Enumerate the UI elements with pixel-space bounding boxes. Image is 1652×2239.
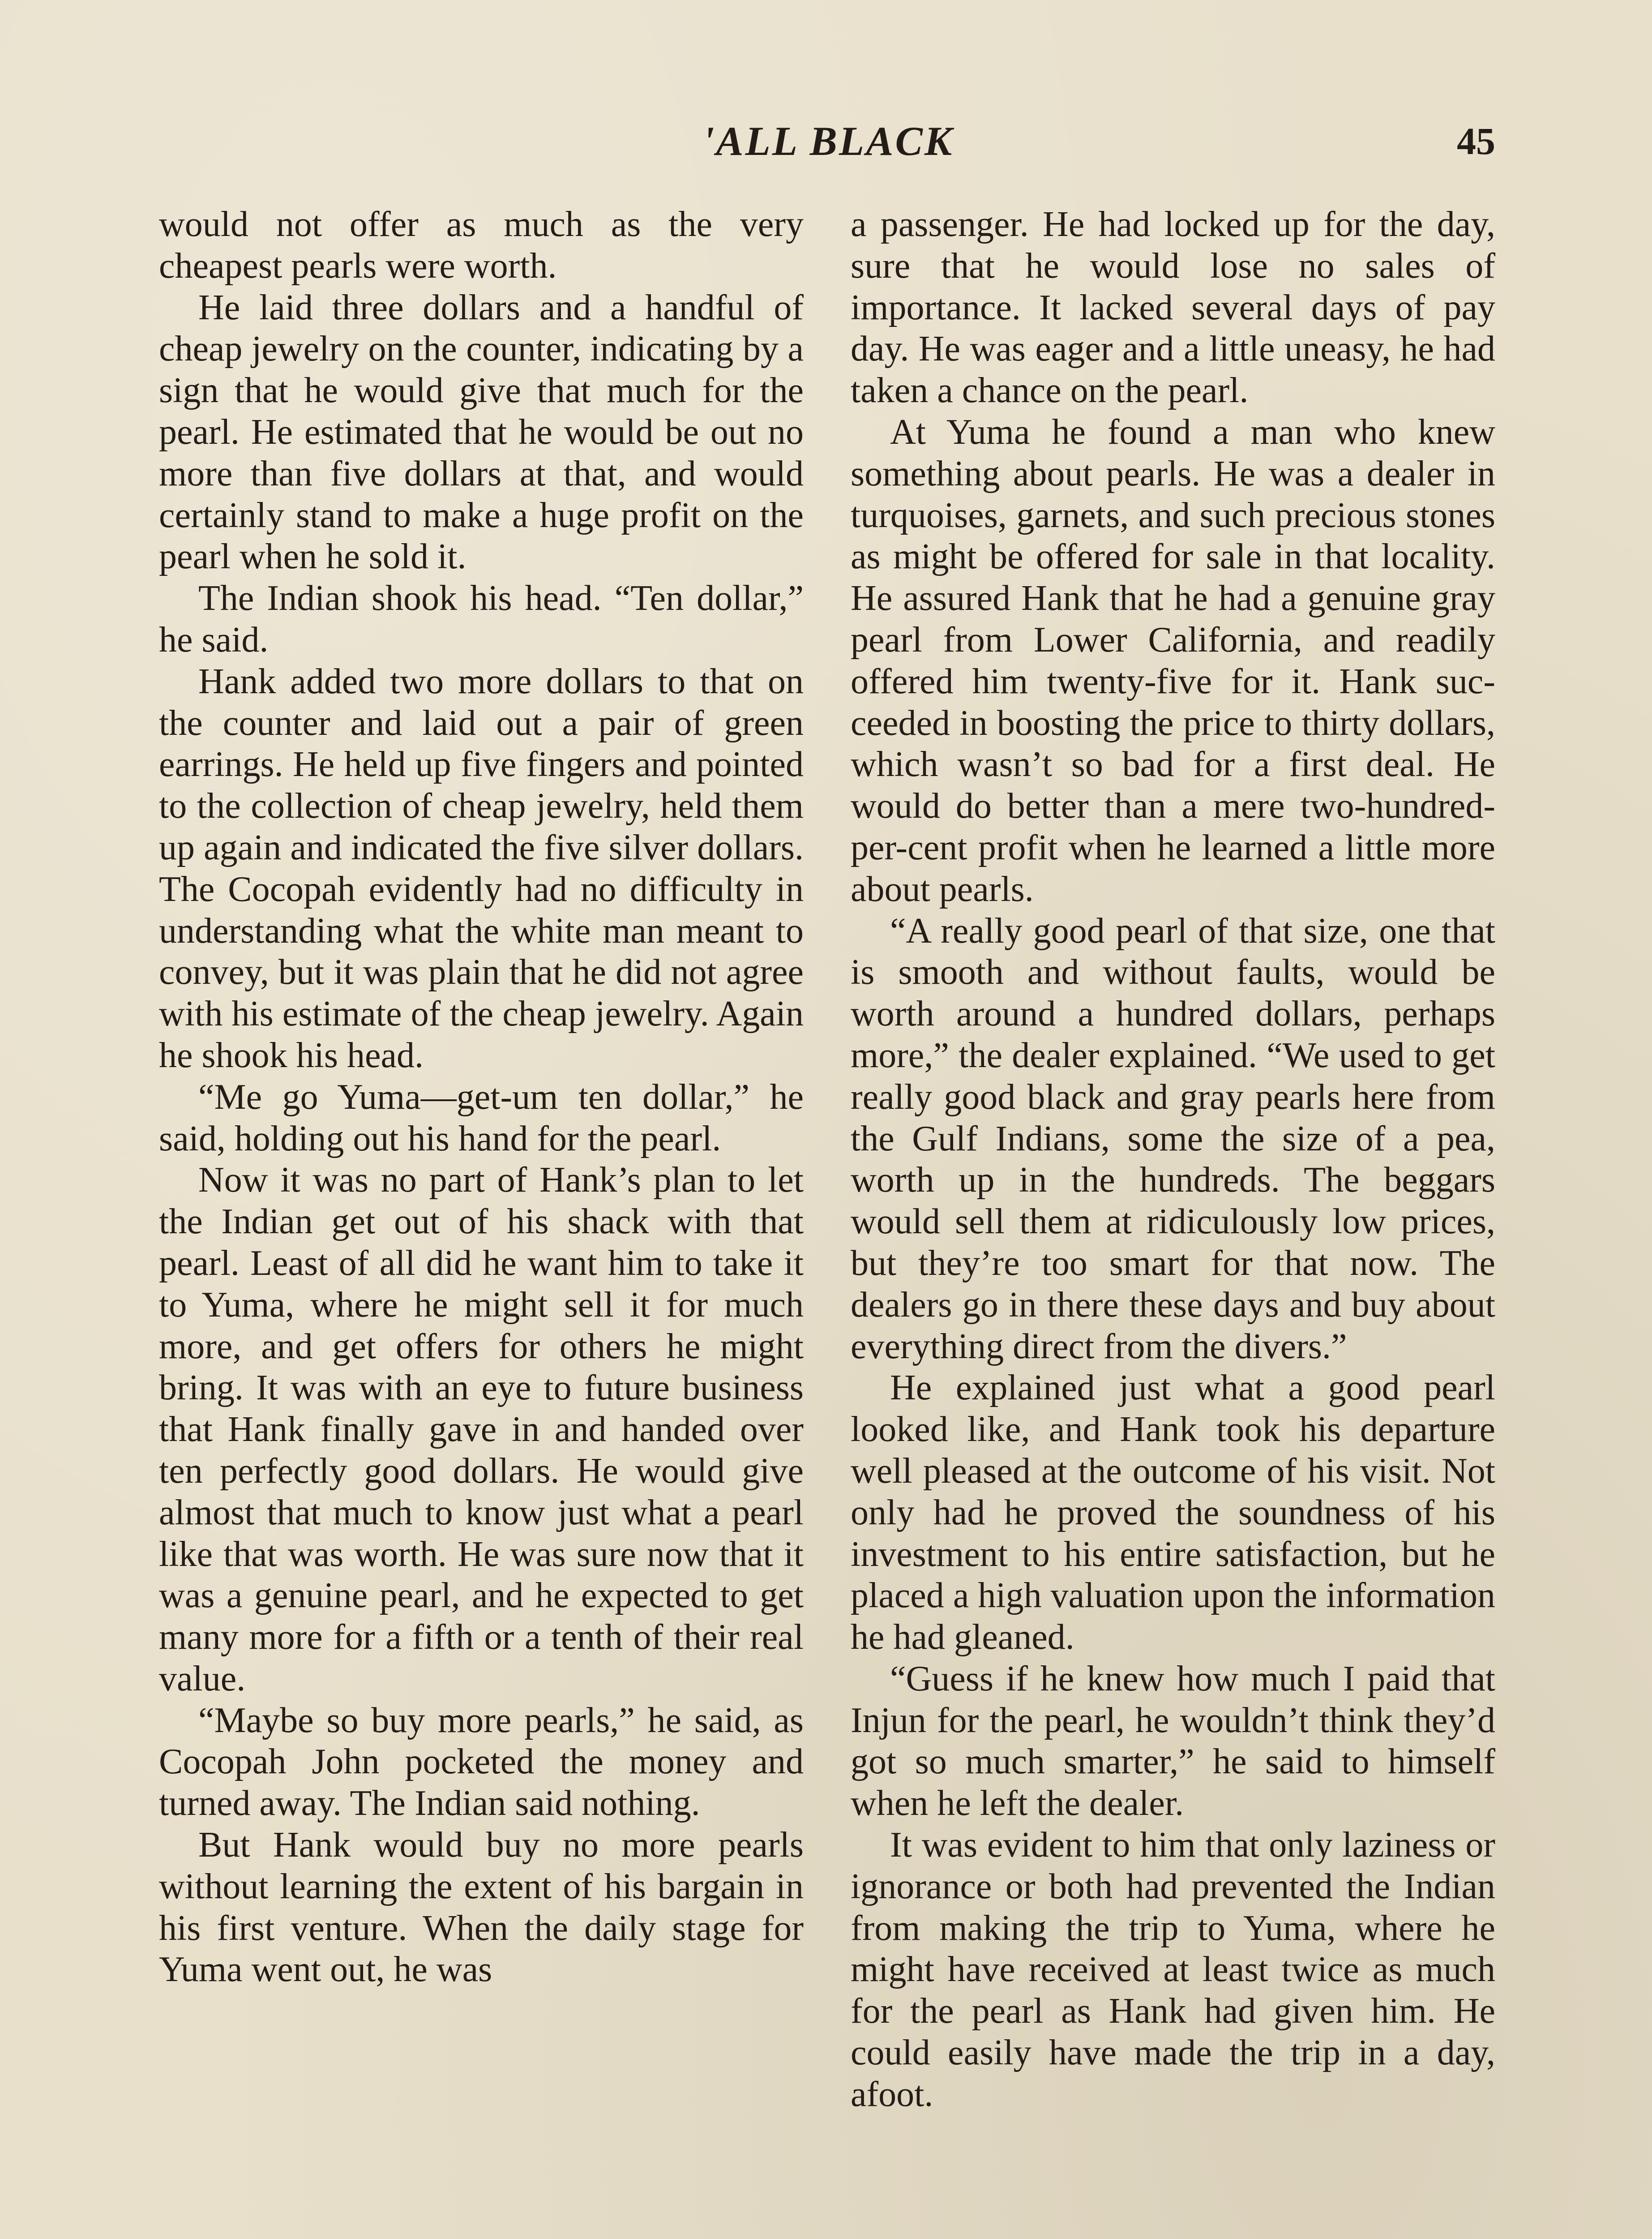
paragraph: He explained just what a good pearl looked like, and Hank took his departure well pleased at the outcome of his visit. Not only had he proved the soundness of his investment to his entire satisfaction, but he placed a high valuation upon the information he had gleaned. (851, 1368, 1495, 1657)
paragraph: “A really good pearl of that size, one that is smooth and without faults, would be worth around a hundred dollars, perhaps more,” the dealer explained. “We used to get really good black and gray pearls here from the Gulf Indians, some the size of a pea, worth up in the hundreds. The beggars would sell them at ridiculously low prices, but they’re too smart for that now. The dealers go in there these days and buy about everything direct from the divers.” (851, 911, 1495, 1366)
page-header (161, 114, 1495, 168)
paragraph: a passenger. He had locked up for the day, sure that he would lose no sales of importance. It lacked several days of pay day. He was eager and a little uneasy, he had taken a chance on the pearl. (851, 205, 1495, 411)
paragraph: “Maybe so buy more pearls,” he said, as Cocopah John pocketed the money and turned away. The Indian said nothing. (159, 1700, 804, 1823)
paragraph: The Indian shook his head. “Ten dollar,” he said. (159, 579, 804, 660)
paragraph: “Me go Yuma—get-um ten dollar,” he said, holding out his hand for the pearl. (159, 1077, 804, 1158)
paragraph: He laid three dollars and a handful of cheap jewelry on the counter, indicating by a sign that he would give that much for the pearl. He estimated that he would be out no more than five dollars at that, and would certainly stand to make a huge profit on the pearl when he sold it. (159, 287, 804, 577)
paragraph: But Hank would buy no more pearls without learning the extent of his bargain in his first venture. When the daily stage for Yuma went out, he was (159, 1825, 804, 1990)
paragraph: At Yuma he found a man who knew something about pearls. He was a dealer in turquoises, garnets, and such precious stones as might be offered for sale in that locality. He assured Hank that he had a genuine gray pearl from Lower California, and readily offered him twenty-five for it. Hank succeeded in boosting the price to thirty dollars, which wasn’t so bad for a first deal. He would do better than a mere two-hundred-per-cent profit when he learned a little more about pearls. (851, 412, 1495, 909)
left-text-column (159, 204, 804, 1990)
running-title: 'ALL BLACK (702, 118, 954, 164)
paragraph: Now it was no part of Hank’s plan to let the Indian get out of his shack with that pearl. Least of all did he want him to take it to Yuma, where he might sell it for much more, and get offers for others he might bring. It was with an eye to future business that Hank finally gave in and handed over ten perfectly good dollars. He would give almost that much to know just what a pearl like that was worth. He was sure now that it was a genuine pearl, and he expected to get many more for a fifth or a tenth of their real value. (159, 1160, 804, 1699)
paragraph: “Guess if he knew how much I paid that Injun for the pearl, he wouldn’t think they’d got so much smarter,” he said to himself when he left the dealer. (851, 1659, 1495, 1823)
paragraph: It was evident to him that only laziness or ignorance or both had prevented the Indian from making the trip to Yuma, where he might have received at least twice as much for the pearl as Hank had given him. He could easily have made the trip in a day, afoot. (851, 1825, 1495, 2114)
paragraph: Hank added two more dollars to that on the counter and laid out a pair of green earrings. He held up five fingers and pointed to the collection of cheap jewelry, held them up again and indicated the five silver dollars. The Cocopah evidently had no difficulty in understanding what the white man meant to convey, but it was plain that he did not agree with his estimate of the cheap jewelry. Again he shook his head. (159, 661, 804, 1075)
right-text-column (851, 204, 1495, 2115)
paragraph: would not offer as much as the very cheapest pearls were worth. (159, 205, 804, 286)
page-number: 45 (1457, 120, 1495, 163)
